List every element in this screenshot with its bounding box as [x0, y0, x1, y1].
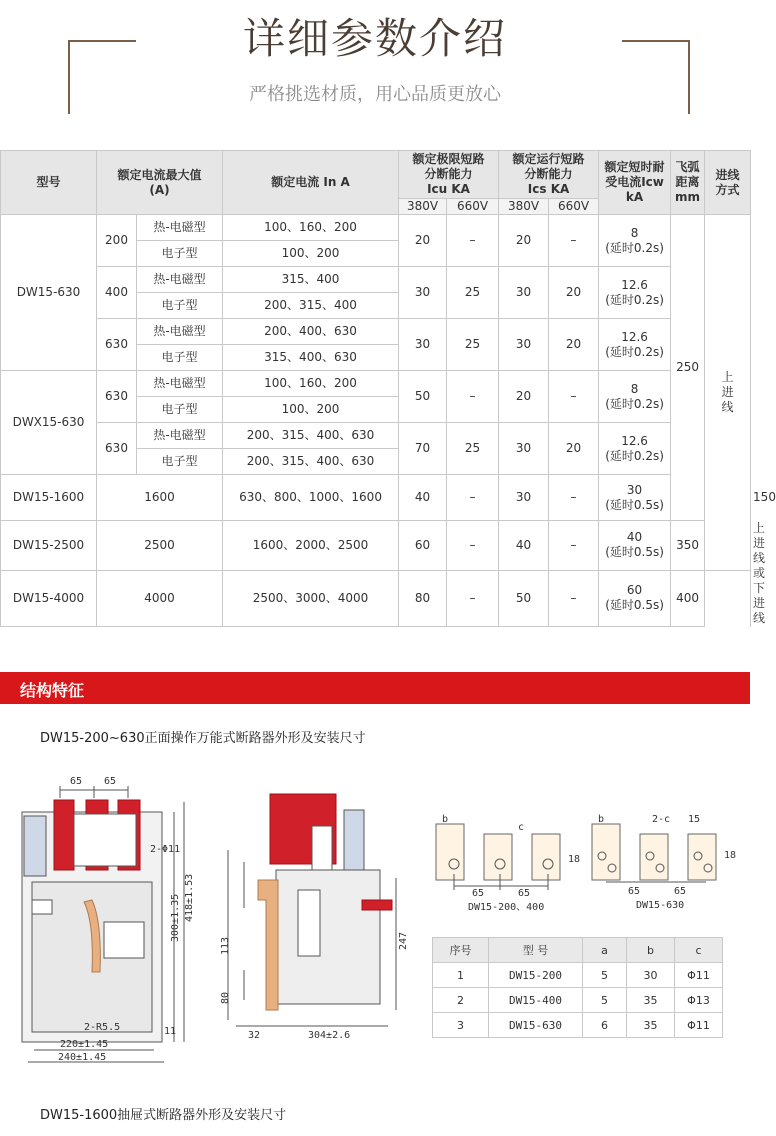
trip-type-cell: 电子型 [137, 449, 223, 475]
header-icu: 额定极限短路 分断能力 Icu KA [399, 151, 499, 199]
arc-cell: 250 [671, 215, 705, 521]
dim-11: 11 [164, 1026, 177, 1037]
ics660-cell: – [549, 371, 599, 423]
icu660-cell: 25 [447, 423, 499, 475]
icw-cell: 12.6 (延时0.2s) [599, 319, 671, 371]
icw-cell: 60 (延时0.5s) [599, 570, 671, 626]
icu660-cell: – [447, 521, 499, 571]
icw-cell: 8 (延时0.2s) [599, 371, 671, 423]
page-subtitle: 严格挑选材质，用心品质更放心 [249, 84, 501, 105]
rated-current-cell: 1600、2000、2500 [223, 521, 399, 571]
ics660-cell: 20 [549, 267, 599, 319]
dim-300: 300±1.35 [170, 893, 181, 942]
rated-current-cell: 200、315、400、630 [223, 449, 399, 475]
amax-cell: 630 [97, 319, 137, 371]
trip-type-cell: 热-电磁型 [137, 423, 223, 449]
dim-65b: 65 [104, 776, 117, 787]
dim-r55: 2-R5.5 [84, 1022, 121, 1033]
rated-current-cell: 630、800、1000、1600 [223, 475, 399, 521]
icu380-cell: 70 [399, 423, 447, 475]
header-ics-380v: 380V [499, 199, 549, 215]
ics380-cell: 30 [499, 319, 549, 371]
mount-caption-200-400: DW15-200、400 [468, 902, 545, 913]
dim-113: 113 [220, 936, 231, 955]
header-icu-660v: 660V [447, 199, 499, 215]
amax-cell: 1600 [97, 475, 223, 521]
ics380-cell: 20 [499, 371, 549, 423]
header-model: 型号 [1, 151, 97, 215]
mounting-holes-630 [588, 812, 738, 912]
section-title: 结构特征 [20, 681, 85, 700]
dim-cell: Φ11 [675, 1013, 723, 1038]
page-title: 详细参数介绍 [242, 14, 507, 63]
ics660-cell: – [549, 215, 599, 267]
ics660-cell: 20 [549, 319, 599, 371]
trip-type-cell: 电子型 [137, 397, 223, 423]
dim-18: 18 [568, 854, 581, 865]
dim-18-630: 18 [724, 850, 737, 861]
dim-247: 247 [398, 931, 409, 950]
table-row [433, 1013, 723, 1038]
icu380-cell: 40 [399, 475, 447, 521]
icu380-cell: 50 [399, 371, 447, 423]
dim-65-630-1: 65 [628, 886, 641, 897]
icw-cell: 12.6 (延时0.2s) [599, 423, 671, 475]
trip-type-cell: 热-电磁型 [137, 267, 223, 293]
dim-cell: 3 [433, 1013, 489, 1038]
rated-current-cell: 200、315、400 [223, 293, 399, 319]
model-cell: DW15-1600 [1, 475, 97, 521]
dim-cell: DW15-200 [489, 963, 583, 988]
ics380-cell: 40 [499, 521, 549, 571]
model-cell: DW15-4000 [1, 570, 97, 626]
rated-current-cell: 100、160、200 [223, 215, 399, 241]
arc-cell: 350 [671, 521, 705, 571]
table-row [433, 988, 723, 1013]
dim-hole: 2-Φ11 [150, 844, 181, 855]
dim-15-630: 15 [688, 814, 701, 825]
header-arc: 飞弧 距离 mm [671, 151, 705, 215]
ics380-cell: 20 [499, 215, 549, 267]
icu380-cell: 30 [399, 319, 447, 371]
header-inlet: 进线 方式 [705, 151, 751, 215]
dimension-table [432, 937, 723, 1038]
dim-cell: DW15-400 [489, 988, 583, 1013]
icu380-cell: 80 [399, 570, 447, 626]
dim-2c-630: 2-c [652, 814, 671, 825]
model-cell: DW15-630 [1, 215, 97, 371]
dim-cell: 5 [583, 963, 627, 988]
rated-current-cell: 100、160、200 [223, 371, 399, 397]
dim-cell: 5 [583, 988, 627, 1013]
icu380-cell: 60 [399, 521, 447, 571]
header-ics-660v: 660V [549, 199, 599, 215]
dim-header-b: b [627, 938, 675, 963]
ics380-cell: 30 [499, 475, 549, 521]
amax-cell: 200 [97, 215, 137, 267]
dim-cell: 35 [627, 1013, 675, 1038]
dim-b-630: b [598, 814, 605, 825]
drawout-drawing-caption: DW15-1600抽屉式断路器外形及安装尺寸 [40, 1108, 287, 1123]
icw-cell: 40 (延时0.5s) [599, 521, 671, 571]
dim-header-no: 序号 [433, 938, 489, 963]
ics660-cell: 20 [549, 423, 599, 475]
dim-65-1: 65 [472, 888, 485, 899]
dim-cell: Φ11 [675, 963, 723, 988]
rated-current-cell: 2500、3000、4000 [223, 570, 399, 626]
section-header [0, 672, 750, 704]
ics660-cell: – [549, 521, 599, 571]
header-icw: 额定短时耐 受电流Icw kA [599, 151, 671, 215]
icu660-cell: 25 [447, 267, 499, 319]
ics380-cell: 50 [499, 570, 549, 626]
icw-cell: 30 (延时0.5s) [599, 475, 671, 521]
dim-220: 220±1.45 [60, 1039, 109, 1050]
mounting-holes-200-400 [432, 812, 582, 912]
ics660-cell: – [549, 570, 599, 626]
dim-b: b [442, 814, 449, 825]
header-max-current: 额定电流最大值 (A) [97, 151, 223, 215]
header-ics: 额定运行短路 分断能力 Ics KA [499, 151, 599, 199]
side-view-drawing [216, 790, 416, 1050]
dim-80: 80 [220, 991, 231, 1004]
rated-current-cell: 200、400、630 [223, 319, 399, 345]
dim-65-630-2: 65 [674, 886, 687, 897]
icu380-cell: 30 [399, 267, 447, 319]
amax-cell: 4000 [97, 570, 223, 626]
dim-cell: 6 [583, 1013, 627, 1038]
arc-cell: 400 [671, 570, 705, 626]
header-rated-current: 额定电流 In A [223, 151, 399, 215]
dim-418: 418±1.53 [184, 873, 195, 922]
dim-32: 32 [248, 1030, 261, 1041]
ics380-cell: 30 [499, 267, 549, 319]
model-cell: DW15-2500 [1, 521, 97, 571]
trip-type-cell: 电子型 [137, 241, 223, 267]
icu660-cell: – [447, 475, 499, 521]
dim-240: 240±1.45 [58, 1052, 107, 1063]
dim-header-a: a [583, 938, 627, 963]
icu380-cell: 20 [399, 215, 447, 267]
dim-cell: 35 [627, 988, 675, 1013]
rated-current-cell: 315、400 [223, 267, 399, 293]
amax-cell: 400 [97, 267, 137, 319]
dim-65a: 65 [70, 776, 83, 787]
ics660-cell: – [549, 475, 599, 521]
rated-current-cell: 315、400、630 [223, 345, 399, 371]
amax-cell: 2500 [97, 521, 223, 571]
front-drawing-caption: DW15-200~630正面操作万能式断路器外形及安装尺寸 [40, 731, 366, 746]
icw-cell: 8 (延时0.2s) [599, 215, 671, 267]
dim-cell: 1 [433, 963, 489, 988]
trip-type-cell: 电子型 [137, 293, 223, 319]
dim-cell: DW15-630 [489, 1013, 583, 1038]
rated-current-cell: 100、200 [223, 241, 399, 267]
dim-65-2: 65 [518, 888, 531, 899]
trip-type-cell: 电子型 [137, 345, 223, 371]
amax-cell: 630 [97, 371, 137, 423]
icw-cell: 12.6 (延时0.2s) [599, 267, 671, 319]
model-cell: DWX15-630 [1, 371, 97, 475]
dim-c: c [518, 822, 525, 833]
dim-cell: 2 [433, 988, 489, 1013]
amax-cell: 630 [97, 423, 137, 475]
dim-header-model: 型 号 [489, 938, 583, 963]
dim-304: 304±2.6 [308, 1030, 351, 1041]
trip-type-cell: 热-电磁型 [137, 319, 223, 345]
rated-current-cell: 200、315、400、630 [223, 423, 399, 449]
icu660-cell: – [447, 215, 499, 267]
trip-type-cell: 热-电磁型 [137, 371, 223, 397]
ics380-cell: 30 [499, 423, 549, 475]
dim-cell: 30 [627, 963, 675, 988]
rated-current-cell: 100、200 [223, 397, 399, 423]
spec-table: 型号 额定电流最大值 (A) 额定电流 In A 额定极限短路 分断能力 Icu KA 额定运行短路 分断能力 Ics KA 额定短时耐 受电流Icw kA 飞弧 距离 mm 进线 方式 380V 660V 380V 660V DW15-630 200 热-电磁型 100、160、200 20 – 20 – 8 (延时0.2s) 250 上 进 线 电子型 100、200 400 热-电磁型 315、400 30 25 30 20 12.6 (延时0.2s) 电子型 200、315、400 630 热-电磁型 200、400、630 30 25 30 20 12.6 (延时0.2s) 电子型 315、400、630 DWX15-630 630 热-电磁型 100、160、200 50 – 20 – 8 (延时0.2s) 电子型 100、200 630 热-电磁型 200、315、400、630 70 25 30 20 12.6 (延时0.2s) 电子型 200、315、400、630 DW15-1600 1600 630、800、1000、1600 40 – 30 – 30 (延时0.5s) 150 DW15-2500 2500 1600、2000、2500 60 – 40 – 40 (延时0.5s) 350 上进线 或 下进线 DW15-4000 4000 2500、3000、4000 80 – 50 – 60 (延时0.5s) 400 [0, 150, 751, 627]
mount-caption-630: DW15-630 [636, 900, 685, 911]
front-view-drawing [14, 772, 204, 1072]
trip-type-cell: 热-电磁型 [137, 215, 223, 241]
icu660-cell: – [447, 371, 499, 423]
icu660-cell: – [447, 570, 499, 626]
header-icu-380v: 380V [399, 199, 447, 215]
header [0, 0, 750, 130]
dim-header-c: c [675, 938, 723, 963]
table-row [433, 963, 723, 988]
dim-cell: Φ13 [675, 988, 723, 1013]
icu660-cell: 25 [447, 319, 499, 371]
inlet-cell: 上 进 线 [705, 215, 751, 571]
